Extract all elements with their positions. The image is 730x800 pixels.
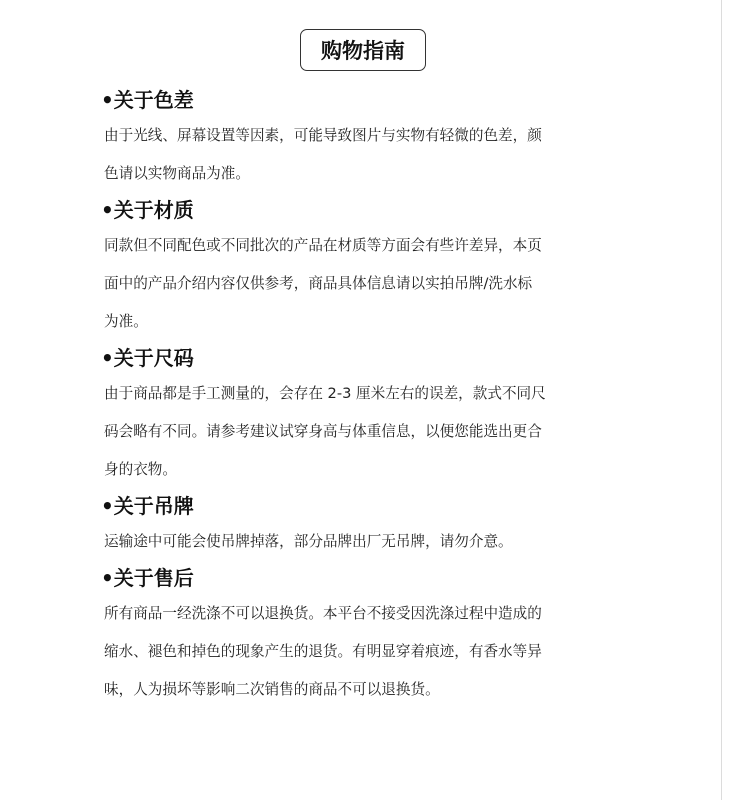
section-body bbox=[104, 375, 624, 489]
body-line: 缩水、褪色和掉色的现象产生的退货。有明显穿着痕迹，有香水等异 bbox=[104, 643, 542, 660]
body-line: 味，人为损坏等影响二次销售的商品不可以退换货。 bbox=[104, 681, 440, 698]
section-heading: •关于材质 bbox=[101, 198, 194, 222]
section-body bbox=[104, 227, 624, 341]
right-border-line bbox=[721, 0, 722, 800]
body-line: 同款但不同配色或不同批次的产品在材质等方面会有些许差异，本页 bbox=[104, 237, 542, 254]
section-heading: •关于吊牌 bbox=[101, 494, 194, 518]
section-body bbox=[104, 117, 624, 193]
body-line: 身的衣物。 bbox=[104, 461, 177, 478]
section-size bbox=[101, 342, 624, 489]
section-heading: •关于色差 bbox=[101, 88, 194, 112]
body-line: 由于光线、屏幕设置等因素，可能导致图片与实物有轻微的色差，颜 bbox=[104, 127, 542, 144]
section-heading: •关于尺码 bbox=[101, 346, 194, 370]
guide-content bbox=[101, 84, 624, 710]
body-line: 为准。 bbox=[104, 313, 148, 330]
section-after-sales bbox=[101, 562, 624, 709]
section-material bbox=[101, 194, 624, 341]
body-line: 码会略有不同。请参考建议试穿身高与体重信息，以便您能选出更合 bbox=[104, 423, 542, 440]
section-body bbox=[104, 523, 624, 561]
title-area bbox=[0, 29, 730, 71]
section-body bbox=[104, 595, 624, 709]
section-heading: •关于售后 bbox=[101, 566, 194, 590]
section-color-difference bbox=[101, 84, 624, 193]
page-title: 购物指南 bbox=[300, 29, 426, 71]
body-line: 面中的产品介绍内容仅供参考，商品具体信息请以实拍吊牌/洗水标 bbox=[104, 275, 533, 292]
body-line: 所有商品一经洗涤不可以退换货。本平台不接受因洗涤过程中造成的 bbox=[104, 605, 542, 622]
body-line: 色请以实物商品为准。 bbox=[104, 165, 250, 182]
section-tag bbox=[101, 490, 624, 561]
body-line: 运输途中可能会使吊牌掉落，部分品牌出厂无吊牌，请勿介意。 bbox=[104, 533, 513, 550]
body-line: 由于商品都是手工测量的，会存在 2-3 厘米左右的误差，款式不同尺 bbox=[104, 385, 546, 402]
